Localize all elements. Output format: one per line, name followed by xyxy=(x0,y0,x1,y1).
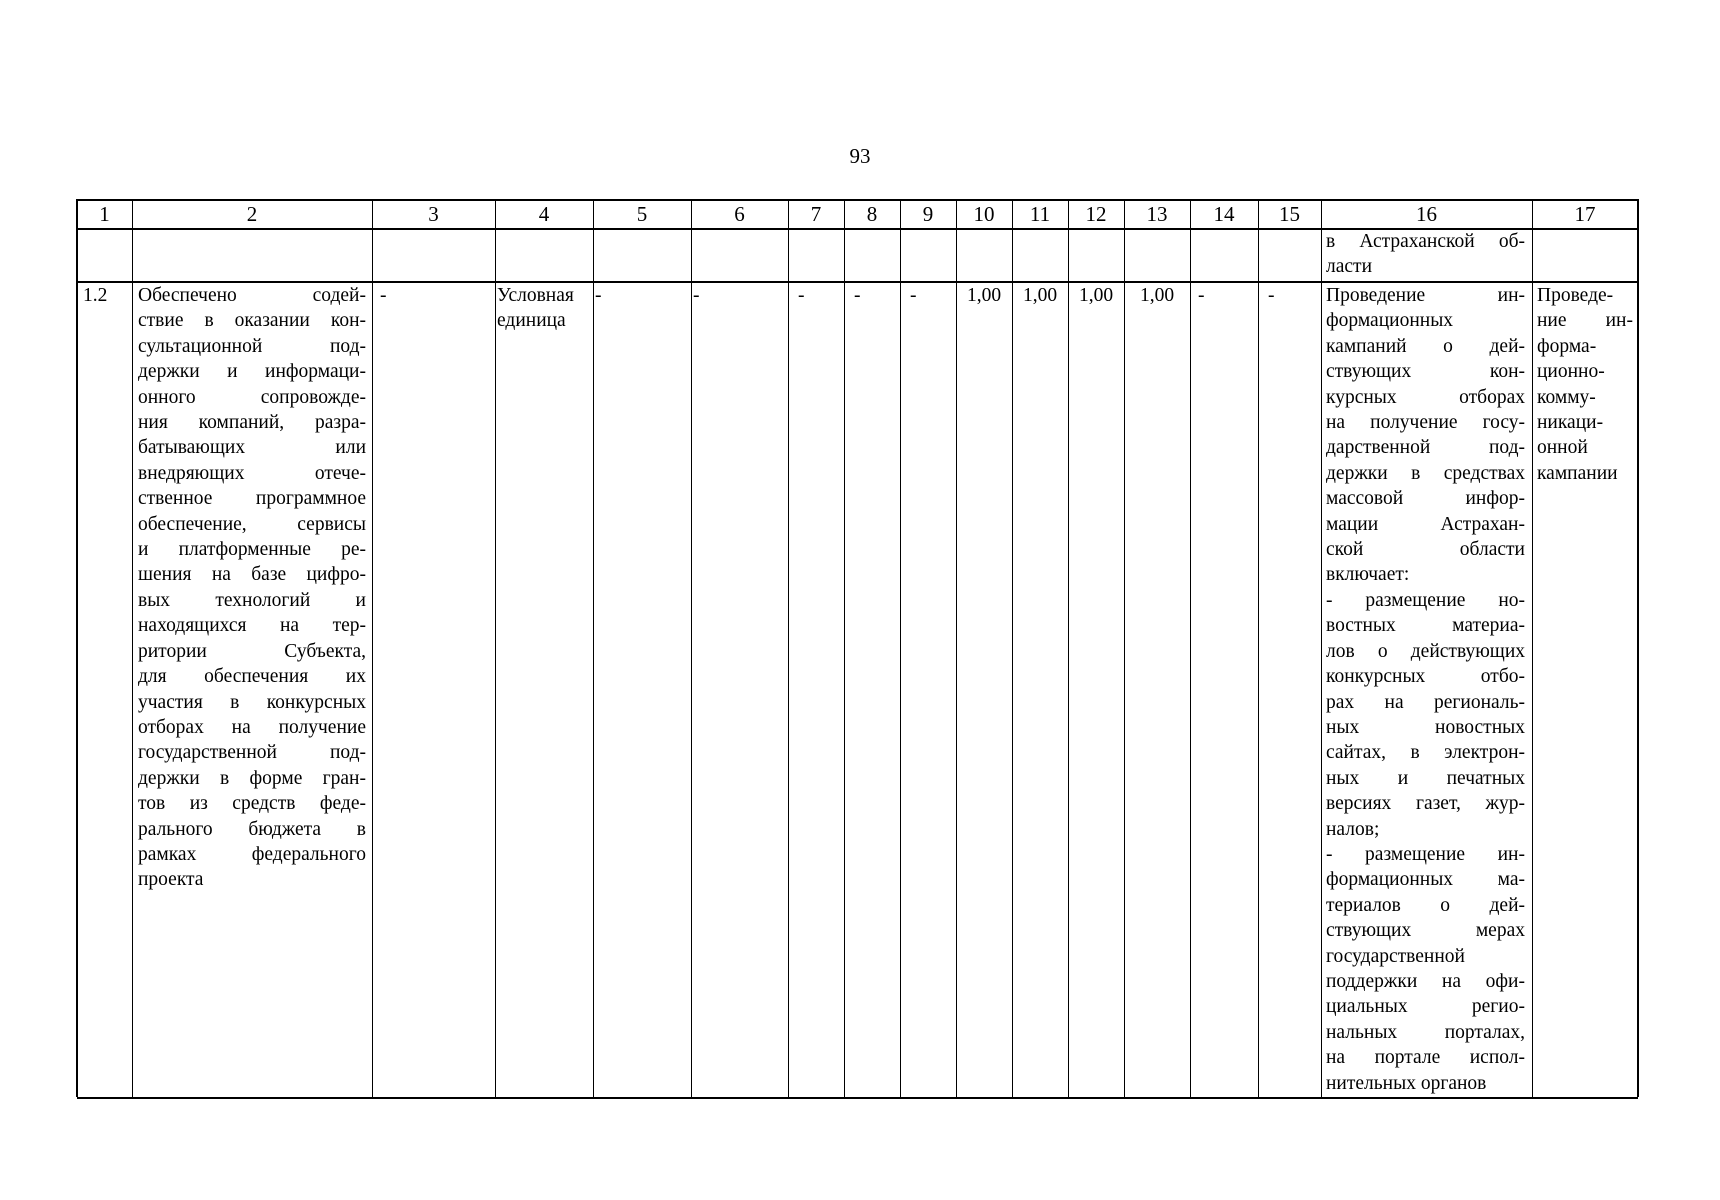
column-divider xyxy=(1637,199,1639,1097)
result-description-line: ритории Субъекта, xyxy=(138,640,366,662)
column-header-11: 11 xyxy=(1029,202,1051,226)
column-divider xyxy=(956,199,958,1097)
result-description-line: вых технологий и xyxy=(138,589,366,611)
event-description-line: востных материа- xyxy=(1326,615,1525,637)
result-description-line: рального бюджета в xyxy=(138,818,366,840)
event-description-line: териалов о дей- xyxy=(1326,894,1525,916)
column-divider xyxy=(1258,199,1260,1097)
result-description-line: батывающих или xyxy=(138,437,366,459)
event-description-line: лов о действующих xyxy=(1326,640,1525,662)
event-type-line: ние ин- xyxy=(1537,310,1633,332)
data-table xyxy=(77,199,1638,1097)
event-description-line: массовой инфор- xyxy=(1326,488,1525,510)
result-description-line: онного сопровожде- xyxy=(138,386,366,408)
event-type-line: никаци- xyxy=(1537,412,1604,434)
col7-value: - xyxy=(798,285,805,306)
event-description-line: поддержки на офи- xyxy=(1326,970,1525,992)
event-description-line: ных и печатных xyxy=(1326,767,1525,789)
column-divider xyxy=(495,199,497,1097)
event-description-line: на портале испол- xyxy=(1326,1047,1525,1069)
unit-of-measure-line: Условная xyxy=(497,285,574,306)
col3-value: - xyxy=(380,285,387,306)
result-description-line: держки в форме гран- xyxy=(138,767,366,789)
column-divider xyxy=(1532,199,1534,1097)
column-divider xyxy=(593,199,595,1097)
result-description-line: государственной под- xyxy=(138,742,366,764)
result-description-line: тов из средств феде- xyxy=(138,793,366,815)
event-type xyxy=(1537,283,1633,486)
event-description-line: Проведение ин- xyxy=(1326,285,1525,306)
result-description-line: обеспечение, сервисы xyxy=(138,513,366,535)
col10-value: 1,00 xyxy=(966,285,1002,306)
col6-value: - xyxy=(693,285,700,306)
col12-value: 1,00 xyxy=(1078,285,1114,306)
result-description-line: рамках федерального xyxy=(138,843,366,865)
event-description-line: ствующих кон- xyxy=(1326,361,1525,383)
column-divider xyxy=(691,199,693,1097)
col14-value: - xyxy=(1198,285,1205,306)
result-description-line: ствие в оказании кон- xyxy=(138,310,366,332)
column-divider xyxy=(132,199,134,1097)
column-header-14: 14 xyxy=(1213,202,1235,226)
column-divider xyxy=(900,199,902,1097)
event-description-line: включает: xyxy=(1326,564,1410,586)
page-number: 93 xyxy=(849,144,871,168)
column-header-15: 15 xyxy=(1279,202,1300,226)
event-type-line: кампании xyxy=(1537,462,1618,484)
event-description-line: сайтах, в электрон- xyxy=(1326,742,1525,764)
column-header-4: 4 xyxy=(538,202,550,226)
event-description-line: - размещение ин- xyxy=(1326,843,1525,865)
result-description-line: участия в конкурсных xyxy=(138,691,366,713)
event-description-line: дарственной под- xyxy=(1326,437,1525,459)
col16-continuation-text-line: в Астраханской об- xyxy=(1326,231,1525,252)
col16-continuation-text xyxy=(1326,229,1525,280)
column-header-16: 16 xyxy=(1416,202,1437,226)
column-header-8: 8 xyxy=(866,202,878,226)
col15-value: - xyxy=(1268,285,1275,306)
column-divider xyxy=(372,199,374,1097)
column-header-2: 2 xyxy=(246,202,258,226)
column-header-17: 17 xyxy=(1574,202,1596,226)
column-divider xyxy=(1321,199,1323,1097)
col13-value: 1,00 xyxy=(1139,285,1175,306)
column-header-13: 13 xyxy=(1146,202,1168,226)
event-description-line: рах на региональ- xyxy=(1326,691,1525,713)
event-description-line: формационных ма- xyxy=(1326,869,1525,891)
event-type-line: форма- xyxy=(1537,335,1597,357)
event-type-line: комму- xyxy=(1537,386,1596,408)
table-border-bottom xyxy=(77,1097,1638,1099)
result-description-line: ния компаний, разра- xyxy=(138,412,366,434)
event-description-line: ской области xyxy=(1326,539,1525,561)
col11-value: 1,00 xyxy=(1022,285,1058,306)
unit-of-measure-line: единица xyxy=(497,310,566,332)
column-divider xyxy=(1124,199,1126,1097)
column-header-12: 12 xyxy=(1085,202,1107,226)
row-number: 1.2 xyxy=(83,285,108,306)
col5-value: - xyxy=(595,285,602,306)
result-description-line: ственное программное xyxy=(138,488,366,510)
column-divider xyxy=(76,199,78,1097)
event-description-line: - размещение но- xyxy=(1326,589,1525,611)
result-description-line: находящихся на тер- xyxy=(138,615,366,637)
column-header-7: 7 xyxy=(810,202,822,226)
col9-value: - xyxy=(910,285,917,306)
column-header-3: 3 xyxy=(428,202,439,226)
result-description-line: отборах на получение xyxy=(138,716,366,738)
event-description-line: версиях газет, жур- xyxy=(1326,793,1525,815)
event-description-line: курсных отборах xyxy=(1326,386,1525,408)
column-header-9: 9 xyxy=(922,202,934,226)
event-description xyxy=(1326,283,1525,1096)
event-description-line: циальных регио- xyxy=(1326,996,1525,1018)
column-divider xyxy=(1012,199,1014,1097)
result-description-line: Обеспечено содей- xyxy=(138,285,366,306)
column-header-1: 1 xyxy=(99,202,110,226)
column-divider xyxy=(1068,199,1070,1097)
col8-value: - xyxy=(854,285,861,306)
result-description-line: и платформенные ре- xyxy=(138,539,366,561)
event-type-line: ционно- xyxy=(1537,361,1605,383)
event-description-line: на получение госу- xyxy=(1326,412,1525,434)
result-description-line: шения на базе цифро- xyxy=(138,564,366,586)
event-type-line: Проведе- xyxy=(1537,285,1614,306)
event-description-line: формационных xyxy=(1326,310,1454,332)
column-header-10: 10 xyxy=(973,202,995,226)
column-header-5: 5 xyxy=(636,202,648,226)
column-divider xyxy=(788,199,790,1097)
event-description-line: ствующих мерах xyxy=(1326,920,1525,942)
event-description-line: кампаний о дей- xyxy=(1326,335,1525,357)
event-description-line: нальных порталах, xyxy=(1326,1021,1525,1043)
column-divider xyxy=(844,199,846,1097)
result-description-line: проекта xyxy=(138,869,204,891)
event-description-line: ных новостных xyxy=(1326,716,1525,738)
event-description-line: государственной xyxy=(1326,945,1465,967)
column-header-6: 6 xyxy=(734,202,745,226)
result-description-line: сультационной под- xyxy=(138,335,366,357)
event-type-line: онной xyxy=(1537,437,1588,459)
event-description-line: нительных органов xyxy=(1326,1072,1487,1094)
col16-continuation-text-line: ласти xyxy=(1326,256,1372,278)
event-description-line: конкурсных отбо- xyxy=(1326,666,1525,688)
result-description-line: для обеспечения их xyxy=(138,666,366,688)
event-description-line: держки в средствах xyxy=(1326,462,1525,484)
table-border-top xyxy=(77,199,1638,201)
result-description-line: держки и информаци- xyxy=(138,361,366,383)
event-description-line: мации Астрахан- xyxy=(1326,513,1525,535)
column-divider xyxy=(1190,199,1192,1097)
event-description-line: налов; xyxy=(1326,818,1380,840)
result-description xyxy=(138,283,366,893)
result-description-line: внедряющих отече- xyxy=(138,462,366,484)
unit-of-measure xyxy=(497,283,591,334)
